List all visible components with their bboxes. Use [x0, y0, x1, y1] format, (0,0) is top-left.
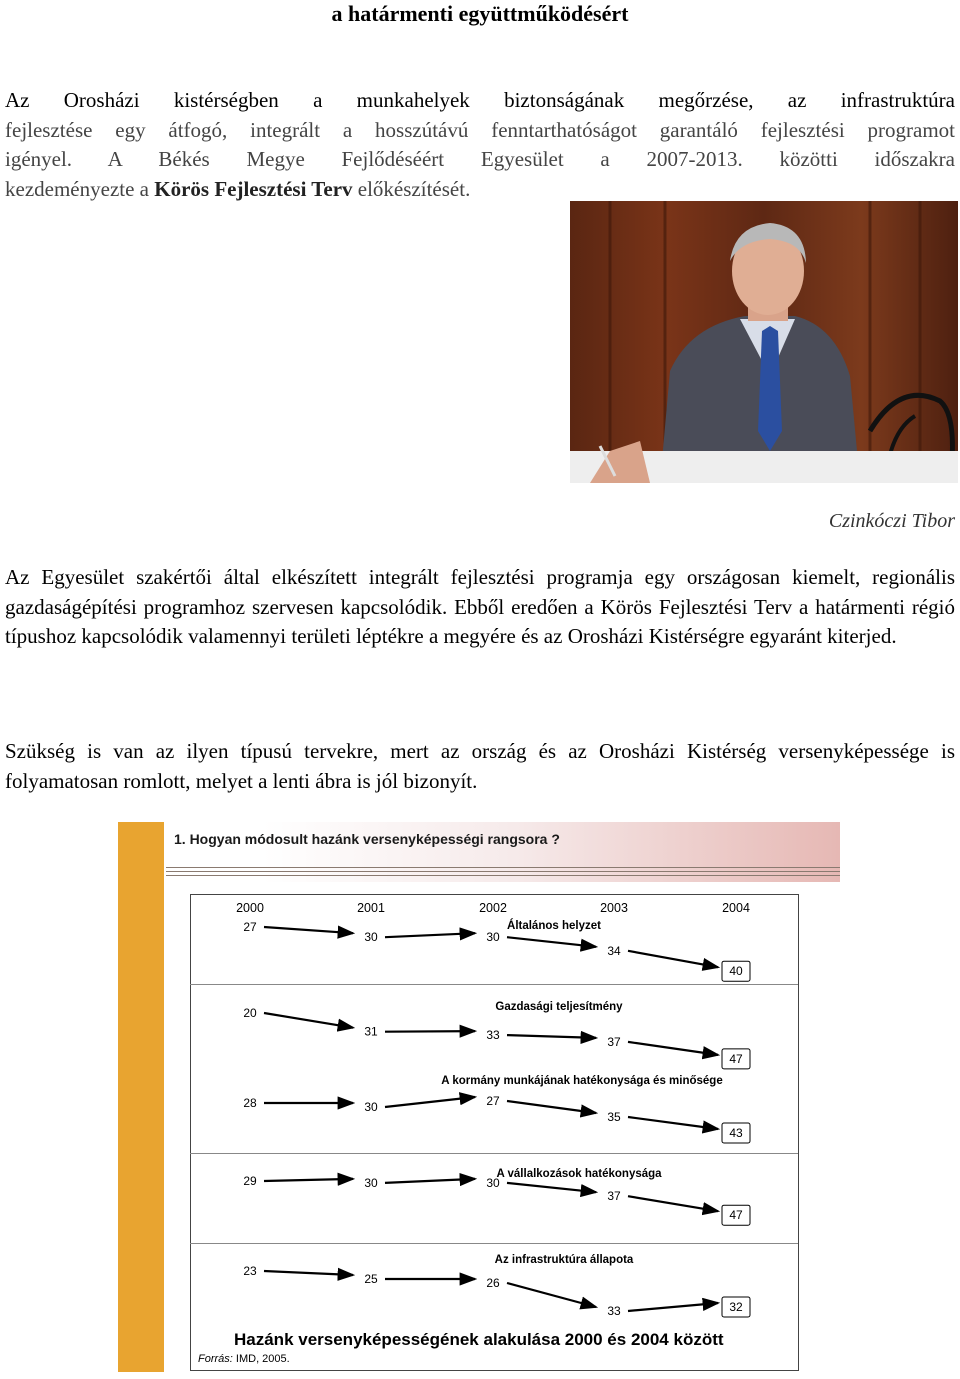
trend-arrow	[385, 1179, 475, 1183]
rank-value: 35	[607, 1110, 621, 1124]
trend-arrow	[264, 1271, 353, 1275]
trend-arrow	[507, 1101, 596, 1113]
rank-value: 34	[607, 943, 621, 958]
series-title: Az infrastruktúra állapota	[494, 1254, 634, 1266]
rank-value: 29	[243, 1174, 257, 1188]
rank-value: 33	[607, 1304, 621, 1318]
trend-arrow	[628, 1117, 718, 1129]
paragraph-2: Az Egyesület szakértői által elkészített integrált fejlesztési programja egy országosan kiemelt, regionális gazdaságépítési programhoz szervesen kapcsolódik. Ebből eredően a Körös Fejlesztési Terv a határmenti régió típushoz kapcsolódik valamennyi területi léptékre a megyére és az Orosházi Kistérségre egyaránt kiterjed.	[5, 565, 955, 648]
trend-arrow	[385, 933, 475, 937]
intro-line-3: igényel. A Békés Megye Fejlődéséért Egyesület a 2007-2013. közötti időszakra	[5, 147, 955, 171]
trend-arrow	[628, 951, 718, 967]
trend-arrow	[507, 937, 596, 947]
rank-value: 30	[364, 930, 378, 945]
rank-value: 40	[729, 964, 743, 979]
year-label: 2000	[236, 901, 264, 915]
rank-value: 30	[364, 1100, 378, 1114]
trend-arrow	[264, 1013, 353, 1028]
rank-value: 37	[607, 1034, 621, 1049]
rank-value: 30	[364, 1175, 378, 1190]
trend-arrow	[264, 1179, 353, 1181]
rank-value: 27	[243, 920, 257, 934]
trend-arrow	[628, 1303, 718, 1311]
figure-conclusion: Hazánk versenyképességének alakulása 2000 és 2004 között	[234, 1330, 724, 1349]
rank-value: 47	[729, 1051, 743, 1066]
year-label: 2001	[357, 901, 385, 915]
rank-value: 33	[486, 1028, 500, 1043]
rank-value: 28	[243, 1096, 257, 1110]
trend-arrow	[507, 1283, 596, 1307]
figure-heading: 1. Hogyan módosult hazánk versenyképességi rangsora ?	[174, 831, 560, 847]
rank-value: 47	[729, 1208, 743, 1223]
rank-value: 43	[729, 1126, 743, 1140]
trend-arrow	[385, 1097, 475, 1107]
intro-line-2: fejlesztése egy átfogó, integrált a hosszútávú fenntarthatóságot garantáló fejlesztési programot	[5, 117, 955, 142]
trend-arrow	[385, 1031, 475, 1032]
year-label: 2003	[600, 901, 628, 915]
intro-line-4-pre: kezdeményezte a	[5, 176, 155, 201]
rank-value: 30	[486, 930, 500, 945]
trend-arrow	[628, 1196, 718, 1211]
series-title: Gazdasági teljesítmény	[495, 1001, 623, 1013]
year-label: 2004	[722, 901, 750, 915]
rank-value: 20	[243, 1006, 257, 1020]
series-title: Általános helyzet	[507, 920, 601, 932]
trend-arrow	[264, 927, 353, 933]
rank-value: 32	[729, 1300, 743, 1314]
source-text: IMD, 2005.	[232, 1353, 290, 1365]
series-title: A kormány munkájának hatékonysága és minősége	[441, 1075, 723, 1087]
year-label: 2002	[479, 901, 507, 915]
photo-caption: Czinkóczi Tibor	[828, 510, 955, 532]
plan-name: Körös Fejlesztési Terv	[154, 176, 353, 201]
rank-value: 37	[607, 1189, 621, 1204]
trend-arrow	[628, 1042, 718, 1055]
rank-value: 26	[486, 1276, 500, 1290]
rank-value: 31	[364, 1024, 378, 1039]
source-label: Forrás:	[198, 1353, 233, 1365]
intro-line-1: Az Orosházi kistérségben a munkahelyek biztonságának megőrzése, az infrastruktúra	[5, 88, 955, 112]
trend-arrow	[507, 1035, 596, 1038]
page-title: a határmenti együttműködésért	[331, 1, 629, 26]
series-title: A vállalkozások hatékonysága	[496, 1168, 662, 1180]
intro-line-4-post: előkészítését.	[352, 176, 471, 201]
rank-value: 23	[243, 1264, 257, 1278]
rank-value: 27	[486, 1094, 500, 1108]
figure-source	[198, 1353, 290, 1365]
rank-value: 30	[486, 1175, 500, 1190]
rank-value: 25	[364, 1272, 378, 1286]
trend-arrow	[507, 1183, 596, 1192]
paragraph-3: Szükség is van az ilyen típusú tervekre, mert az ország és az Orosházi Kistérség versenyképessége is folyamatosan romlott, melyet a lenti ábra is jól bizonyít.	[5, 739, 955, 793]
